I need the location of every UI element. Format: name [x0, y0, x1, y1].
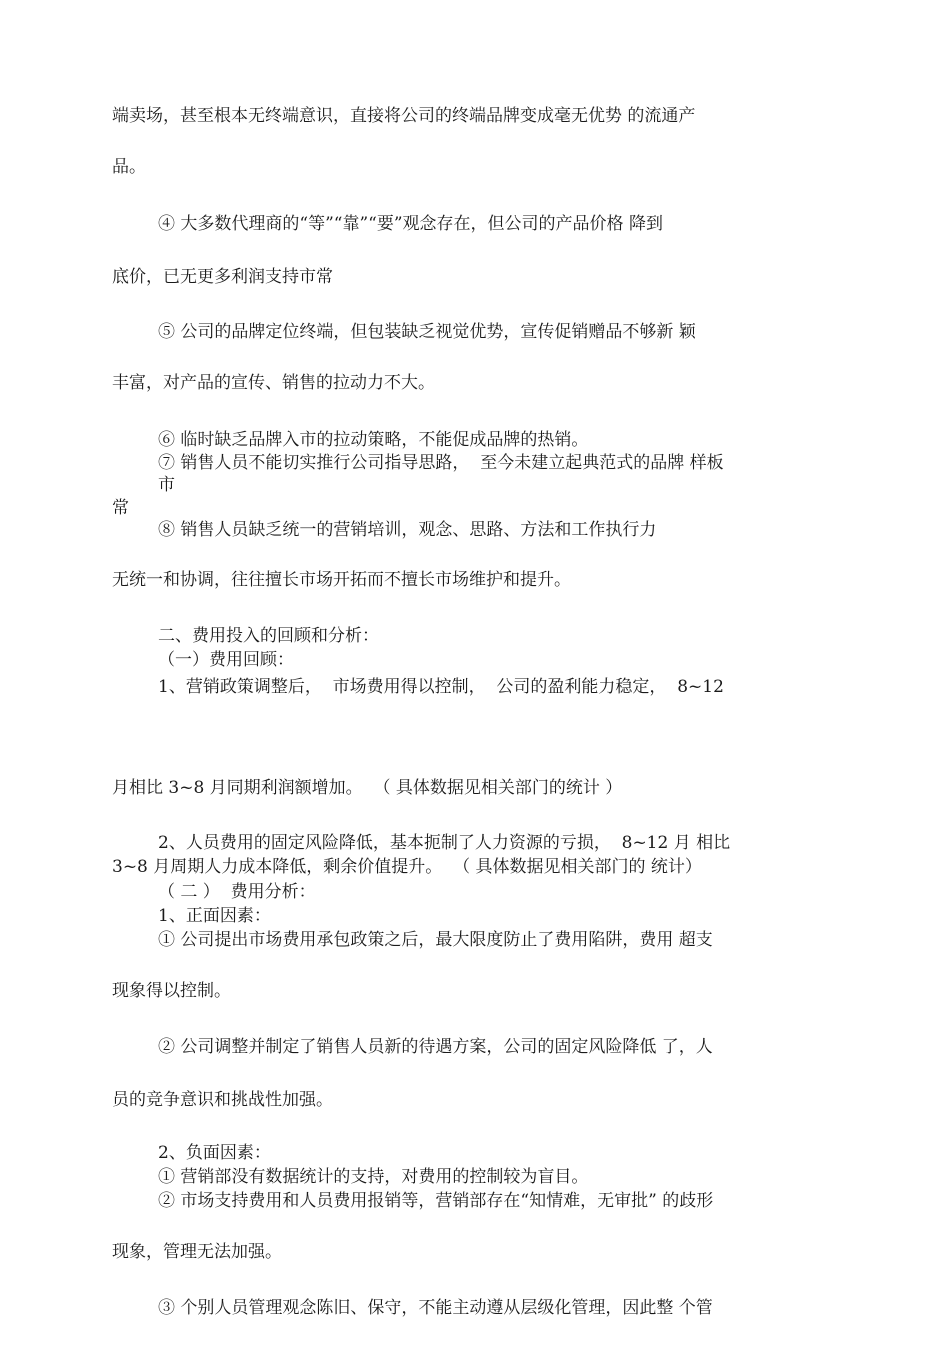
text-line-8: ⑦ 销售人员不能切实推行公司指导思路， 至今未建立起典范式的品牌 样板 [158, 453, 724, 473]
subsection-heading-2: （ 二 ） 费用分析： [158, 882, 316, 902]
text-line-5: ⑤ 公司的品牌定位终端，但包装缺乏视觉优势，宣传促销赠品不够新 颖 [158, 322, 696, 342]
text-line-17: 2、人员费用的固定风险降低，基本扼制了人力资源的亏损， 8~12 月 相比 [158, 833, 731, 853]
text-line-29: ③ 个别人员管理观念陈旧、保守，不能主动遵从层级化管理，因此整 个管 [158, 1298, 713, 1318]
text-line-27: ② 市场支持费用和人员费用报销等，营销部存在“知情难，无审批” 的歧形 [158, 1191, 714, 1211]
text-line-18: 3~8 月周期人力成本降低，剩余价值提升。 （ 具体数据见相关部门的 统计） [112, 857, 702, 877]
text-line-4: 底价，已无更多利润支持市常 [112, 267, 333, 287]
text-line-28: 现象，管理无法加强。 [112, 1242, 282, 1262]
text-line-10: 常 [112, 498, 129, 518]
text-line-3: ④ 大多数代理商的“等”“靠”“要”观念存在，但公司的产品价格 降到 [158, 214, 663, 234]
text-line-22: 现象得以控制。 [112, 981, 231, 1001]
text-line-23: ② 公司调整并制定了销售人员新的待遇方案，公司的固定风险降低 了，人 [158, 1037, 713, 1057]
text-line-21: ① 公司提出市场费用承包政策之后，最大限度防止了费用陷阱，费用 超支 [158, 930, 713, 950]
text-line-11: ⑧ 销售人员缺乏统一的营销培训，观念、思路、方法和工作执行力 [158, 520, 657, 540]
text-line-24: 员的竞争意识和挑战性加强。 [112, 1090, 333, 1110]
subsection-heading: （一）费用回顾： [158, 650, 294, 670]
text-line-25: 2、负面因素： [158, 1143, 271, 1163]
text-line-15: 1、营销政策调整后， 市场费用得以控制， 公司的盈利能力稳定， 8~12 [158, 677, 724, 697]
text-line-16: 月相比 3~8 月同期利润额增加。 （ 具体数据见相关部门的统计 ） [112, 778, 623, 798]
text-line-12: 无统一和协调，往往擅长市场开拓而不擅长市场维护和提升。 [112, 570, 571, 590]
text-line-1: 端卖场，甚至根本无终端意识，直接将公司的终端品牌变成毫无优势 的流通产 [112, 106, 696, 126]
text-line-9: 市 [158, 475, 175, 495]
text-line-7: ⑥ 临时缺乏品牌入市的拉动策略，不能促成品牌的热销。 [158, 430, 589, 450]
text-line-2: 品。 [112, 157, 146, 177]
section-heading: 二、费用投入的回顾和分析： [158, 626, 379, 646]
text-line-6: 丰富，对产品的宣传、销售的拉动力不大。 [112, 373, 435, 393]
text-line-26: ① 营销部没有数据统计的支持，对费用的控制较为盲目。 [158, 1167, 589, 1187]
text-line-20: 1、正面因素： [158, 906, 271, 926]
